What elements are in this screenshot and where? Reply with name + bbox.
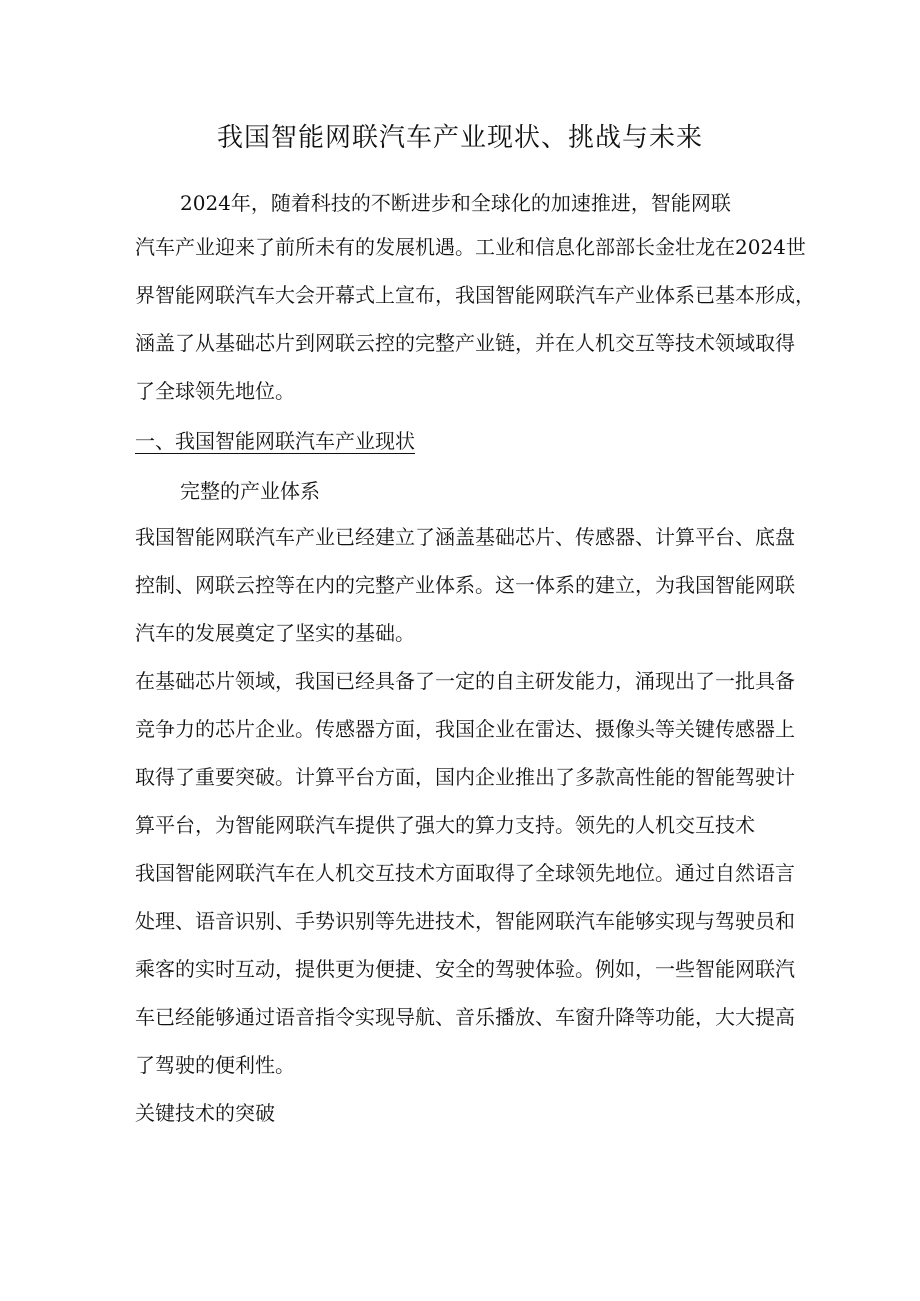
document-title: 我国智能网联汽车产业现状、挑战与未来 bbox=[216, 123, 703, 153]
section-heading: 一、我国智能网联汽车产业现状 bbox=[135, 429, 415, 453]
body-line-2: 控制、网联云控等在内的完整产业体系。这一体系的建立，为我国智能网联 bbox=[135, 573, 795, 597]
body-line-3: 汽车的发展奠定了坚实的基础。 bbox=[135, 621, 415, 645]
body-line-10: 乘客的实时互动，提供更为便捷、安全的驾驶体验。例如，一些智能网联汽 bbox=[135, 957, 795, 981]
intro-line-4: 涵盖了从基础芯片到网联云控的完整产业链，并在人机交互等技术领域取得 bbox=[135, 331, 795, 355]
intro-line-1: 2024年，随着科技的不断进步和全球化的加速推进，智能网联 bbox=[180, 191, 731, 215]
body-line-4: 在基础芯片领域，我国已经具备了一定的自主研发能力，涌现出了一批具备 bbox=[135, 669, 795, 693]
body-line-8: 我国智能网联汽车在人机交互技术方面取得了全球领先地位。通过自然语言 bbox=[135, 861, 795, 885]
body-line-7: 算平台，为智能网联汽车提供了强大的算力支持。领先的人机交互技术 bbox=[135, 813, 755, 837]
subheading-key-tech: 关键技术的突破 bbox=[135, 1101, 275, 1125]
body-line-6: 取得了重要突破。计算平台方面，国内企业推出了多款高性能的智能驾驶计 bbox=[135, 765, 795, 789]
subheading-complete-system: 完整的产业体系 bbox=[180, 479, 320, 503]
intro-line-5: 了全球领先地位。 bbox=[135, 379, 295, 403]
body-line-5: 竞争力的芯片企业。传感器方面，我国企业在雷达、摄像头等关键传感器上 bbox=[135, 717, 795, 741]
body-line-1: 我国智能网联汽车产业已经建立了涵盖基础芯片、传感器、计算平台、底盘 bbox=[135, 525, 795, 549]
intro-line-3: 界智能网联汽车大会开幕式上宣布，我国智能网联汽车产业体系已基本形成， bbox=[135, 283, 815, 307]
body-line-12: 了驾驶的便利性。 bbox=[135, 1053, 295, 1077]
body-line-11: 车已经能够通过语音指令实现导航、音乐播放、车窗升降等功能，大大提高 bbox=[135, 1005, 795, 1029]
body-line-9: 处理、语音识别、手势识别等先进技术，智能网联汽车能够实现与驾驶员和 bbox=[135, 909, 795, 933]
intro-line-2: 汽车产业迎来了前所未有的发展机遇。工业和信息化部部长金壮龙在2024世 bbox=[135, 235, 806, 259]
